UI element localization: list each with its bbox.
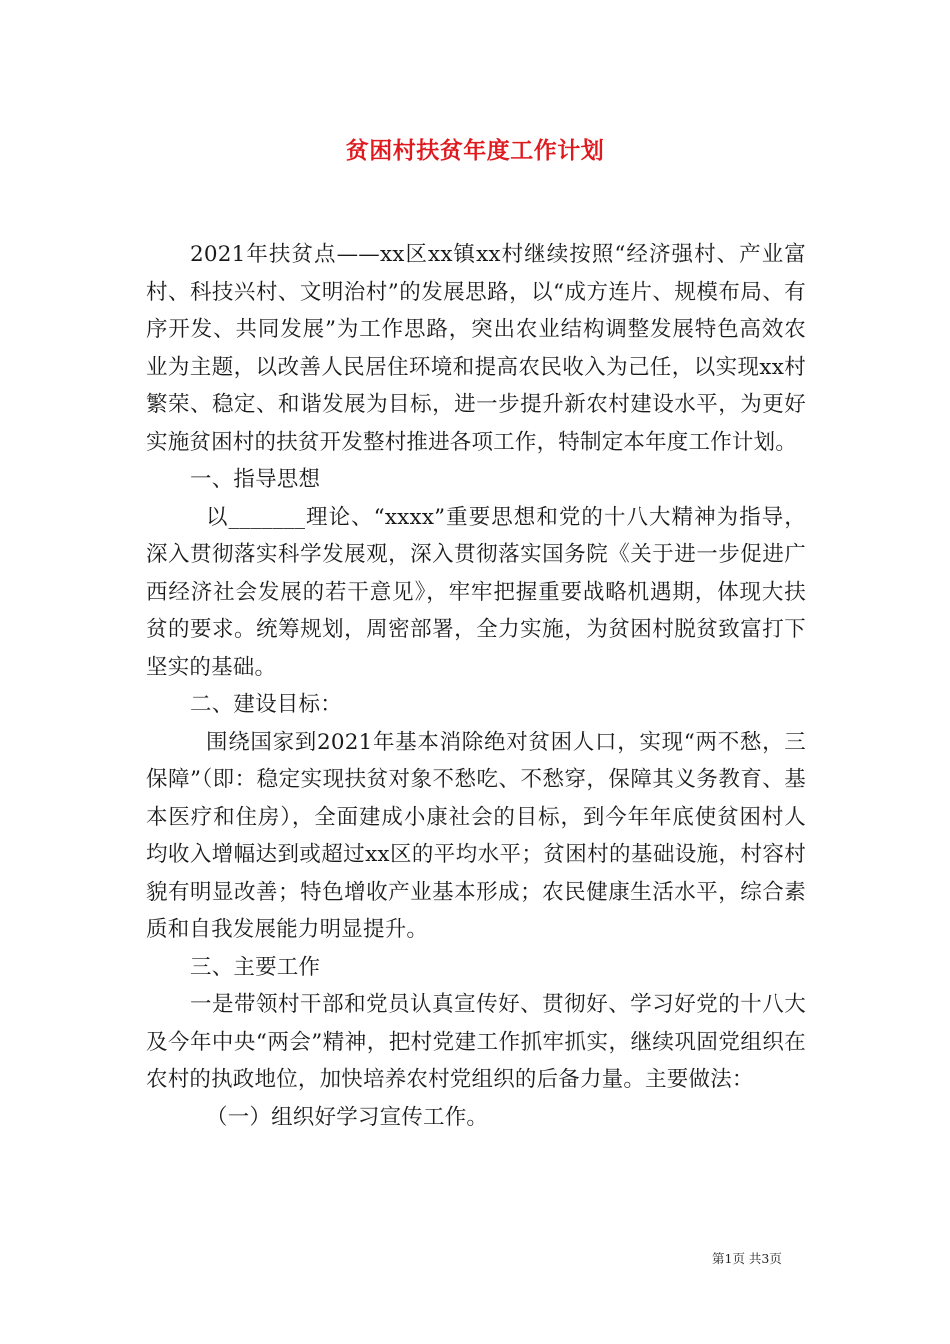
subsection-heading-study-propaganda: （一）组织好学习宣传工作。 — [206, 1104, 489, 1130]
main-work-paragraph: 一是带领村干部和党员认真宣传好、贯彻好、学习好党的十八大及今年中央“两会”精神，把村党建工作抓牢抓实，继续巩固党组织在农村的执政地位，加快培养农村党组织的后备力量。主要做法： — [146, 992, 806, 1092]
section-heading-goals: 二、建设目标： — [190, 692, 342, 717]
intro-paragraph: 2021年扶贫点——xx区xx镇xx村继续按照“经济强村、产业富村、科技兴村、文明治村”的发展思路，以“成方连片、规模布局、有序开发、共同发展”为工作思路，突出农业结构调整发展特色高效农业为主题，以改善人民居住环境和提高农民收入为己任，以实现xx村繁荣、稳定、和谐发展为目标，进一步提升新农村建设水平，为更好实施贫困村的扶贫开发整村推进各项工作，特制定本年度工作计划。 — [146, 242, 806, 455]
section-heading-main-work: 三、主要工作 — [190, 954, 321, 980]
document-body — [146, 236, 806, 1136]
page-number-footer: 第1页 共3页 — [712, 1251, 782, 1266]
document-title: 贫困村扶贫年度工作计划 — [345, 137, 605, 164]
section-heading-guiding-ideology: 一、指导思想 — [190, 467, 321, 492]
guiding-ideology-paragraph: 以_______理论、“xxxx”重要思想和党的十八大精神为指导，深入贯彻落实科学发展观，深入贯彻落实国务院《关于进一步促进广西经济社会发展的若干意见》，牢牢把握重要战略机遇期，体现大扶贫的要求。统筹规划，周密部署，全力实施，为贫困村脱贫致富打下坚实的基础。 — [146, 504, 806, 680]
goals-paragraph: 围绕国家到2021年基本消除绝对贫困人口，实现“两不愁，三保障”（即：稳定实现扶贫对象不愁吃、不愁穿，保障其义务教育、基本医疗和住房），全面建成小康社会的目标，到今年年底使贫困村人均收入增幅达到或超过xx区的平均水平；贫困村的基础设施，村容村貌有明显改善；特色增收产业基本形成；农民健康生活水平，综合素质和自我发展能力明显提升。 — [146, 729, 806, 942]
